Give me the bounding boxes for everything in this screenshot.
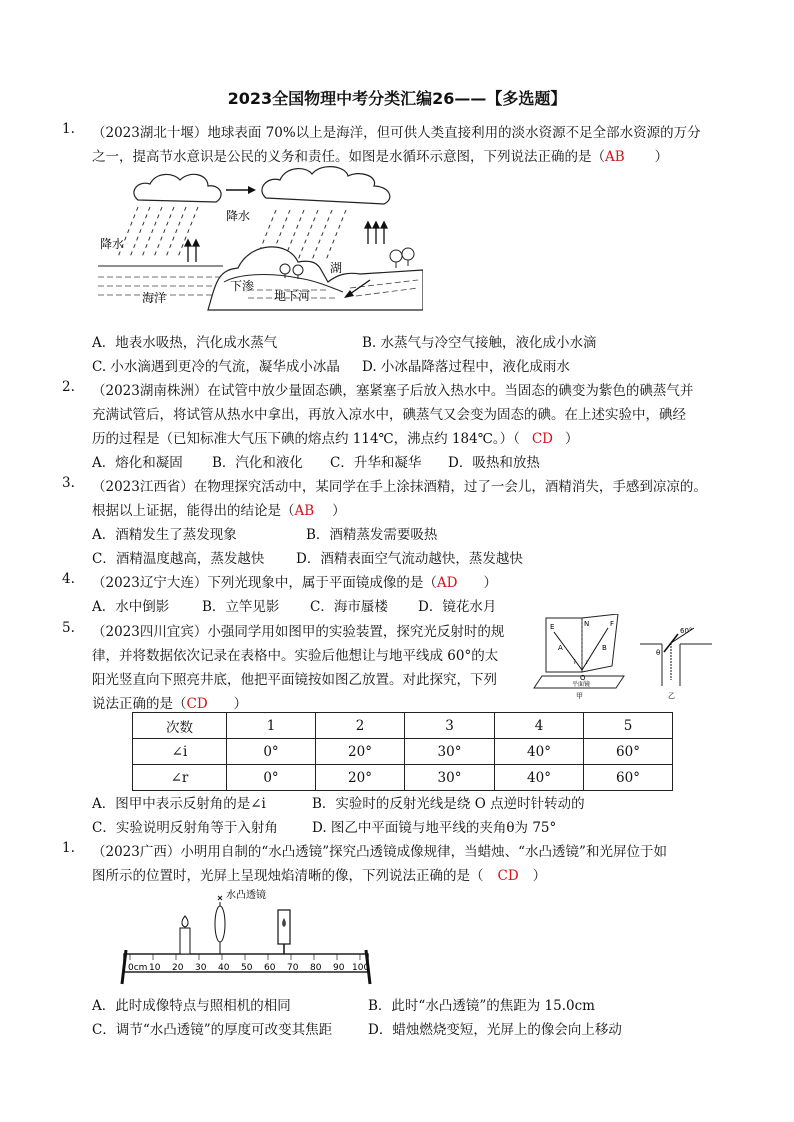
fig-jia-label-i: i: [574, 659, 576, 666]
q1-answer: AB: [605, 149, 625, 165]
well-mirror-figure: [636, 624, 716, 700]
fig-jia-label-o: O: [580, 674, 586, 682]
table-header-row: [133, 713, 673, 739]
water-cycle-figure: [98, 162, 423, 312]
fig-jia-label-n: N: [584, 620, 590, 628]
fig-yi-label-angle: 60°: [680, 627, 693, 635]
ruler-tick-label: 40: [218, 963, 230, 973]
ruler-unit-label: 0cm: [128, 963, 148, 973]
ruler-tick-label: 70: [287, 963, 299, 973]
q4-option-d: D．镜花水月: [418, 599, 497, 615]
q5-number: 5.: [62, 620, 75, 636]
table-header-cell: 3: [405, 713, 495, 739]
table-header-cell: 5: [584, 713, 673, 739]
ruler-tick-label: 20: [172, 963, 184, 973]
fig-yi-caption: 乙: [668, 692, 675, 700]
q5-stem-line3: 阳光竖直向下照亮井底，他把平面镜按如图乙放置。对此探究，下列: [92, 672, 497, 688]
q1-option-b: B. 水蒸气与冷空气接触，液化成小水滴: [362, 335, 597, 351]
q5-stem-text: 说法正确的是（: [92, 696, 187, 712]
q6-option-b: B．此时“水凸透镜”的焦距为 15.0cm: [368, 998, 595, 1014]
q2-option-b: B．汽化和液化: [212, 455, 303, 471]
q3-option-b: B．酒精蒸发需要吸热: [306, 527, 438, 543]
q2-option-d: D．吸热和放热: [448, 455, 540, 471]
q1-number: 1.: [62, 121, 75, 137]
q2-stem-line2: 充满试管后，将试管从热水中拿出，再放入凉水中，碘蒸气又会变为固态的碘。在上述实验中，碘经: [92, 407, 686, 423]
label-lake: 湖: [330, 261, 343, 275]
ruler-tick-label: 30: [195, 963, 207, 973]
q4-stem-close: ）: [483, 575, 497, 591]
q5-option-a: A．图甲中表示反射角的是∠i: [92, 796, 266, 812]
q2-option-a: A．熔化和凝固: [92, 455, 183, 471]
q1-option-c: C. 小水滴遇到更冷的气流，凝华成小冰晶: [92, 359, 340, 375]
table-cell: 40°: [495, 765, 584, 791]
table-row: [133, 739, 673, 765]
fig-jia-label-f: F: [610, 620, 615, 628]
ruler-tick-label: 10: [149, 963, 161, 973]
table-cell: 0°: [227, 765, 316, 791]
reflection-data-table: [132, 712, 673, 791]
page-title: 2023全国物理中考分类汇编26——【多选题】: [227, 89, 567, 108]
table-cell: 0°: [227, 739, 316, 765]
table-cell: 30°: [405, 765, 495, 791]
q6-number: 1.: [62, 840, 75, 856]
q2-number: 2.: [62, 379, 75, 395]
fig-jia-label-a: A: [558, 644, 563, 652]
q5-stem-line1: （2023四川宜宾）小强同学用如图甲的实验装置，探究光反射时的规: [92, 624, 505, 640]
q4-option-c: C．海市蜃楼: [310, 599, 388, 615]
q1-stem-line1: （2023湖北十堰）地球表面 70%以上是海洋，但可供人类直接利用的淡水资源不足全部水资源的万分: [92, 125, 701, 141]
table-row: [133, 765, 673, 791]
ruler-tick-label: 90: [333, 963, 345, 973]
label-underground-river: 地下河: [274, 289, 311, 303]
table-cell: 60°: [584, 739, 673, 765]
q3-stem-line2: [92, 499, 346, 519]
q4-option-a: A．水中倒影: [92, 599, 170, 615]
q4-number: 4.: [62, 571, 75, 587]
reflection-apparatus-figure: [532, 614, 634, 700]
label-seep: 下渗: [230, 279, 255, 293]
q4-stem-text: （2023辽宁大连）下列光现象中，属于平面镜成像的是（: [92, 575, 437, 591]
q3-answer: AB: [294, 503, 315, 519]
q3-stem-close: ）: [332, 503, 346, 519]
q6-stem-line1: （2023广西）小明用自制的“水凸透镜”探究凸透镜成像规律，当蜡烛、“水凸透镜”和光屏位于如: [92, 844, 667, 860]
q4-answer: AD: [436, 575, 458, 591]
cloud-right: [262, 167, 390, 204]
ruler-tick-label: 60: [264, 963, 276, 973]
q2-stem-text: 历的过程是（已知标准大气压下碘的熔点约 114℃，沸点约 184℃。）（: [92, 431, 520, 447]
q5-stem-close: ）: [233, 696, 248, 712]
q5-stem-line2: 律，并将数据依次记录在表格中。实验后他想让与地平线成 60°的太: [92, 648, 499, 664]
table-cell: 20°: [316, 765, 405, 791]
q6-option-c: C．调节“水凸透镜”的厚度可改变其焦距: [92, 1022, 333, 1038]
table-header-cell: 次数: [133, 713, 227, 739]
fig-jia-label-mirror: 平面镜: [572, 681, 591, 688]
q4-stem-line1: [92, 571, 497, 591]
q3-option-c: C．酒精温度越高，蒸发越快: [92, 551, 265, 567]
evaporation-arrows-left: [185, 240, 199, 262]
q5-option-b: B．实验时的反射光线是绕 O 点逆时针转动的: [312, 796, 585, 812]
fig-jia-label-r: r: [586, 659, 589, 666]
lens-label: 水凸透镜: [226, 890, 266, 901]
label-rain-right: 降水: [226, 209, 251, 223]
q6-stem-line2: [92, 864, 546, 884]
q6-option-a: A．此时成像特点与照相机的相同: [92, 998, 291, 1014]
q4-option-b: B．立竿见影: [202, 599, 280, 615]
q2-stem-line1: （2023湖南株洲）在试管中放少量固态碘，塞紧塞子后放入热水中。当固态的碘变为紫色的碘蒸气并: [92, 383, 694, 399]
table-header-cell: 2: [316, 713, 405, 739]
label-rain-left: 降水: [100, 237, 125, 251]
q2-stem-line3: [92, 427, 578, 447]
ruler-tick-label: 80: [310, 963, 322, 973]
q3-stem-line1: （2023江西省）在物理探究活动中，某同学在手上涂抹酒精，过了一会儿，酒精消失，手感到凉凉的。: [92, 479, 707, 495]
q5-option-c: C．实验说明反射角等于入射角: [92, 820, 278, 836]
table-cell: 20°: [316, 739, 405, 765]
ruler-tick-label: 50: [241, 963, 253, 973]
q1-option-d: D. 小冰晶降落过程中，液化成雨水: [362, 359, 570, 375]
ruler-tick-label: 100: [352, 963, 370, 973]
q3-stem-text: 根据以上证据，能得出的结论是（: [92, 503, 295, 519]
q6-stem-close: ）: [532, 868, 547, 884]
fig-jia-caption: 甲: [576, 692, 583, 700]
q1-stem-text: 之一，提高节水意识是公民的义务和责任。如图是水循环示意图，下列说法正确的是（: [92, 149, 605, 165]
q2-option-c: C．升华和凝华: [330, 455, 422, 471]
q3-option-d: D．酒精表面空气流动越快，蒸发越快: [296, 551, 523, 567]
q6-option-d: D．蜡烛燃烧变短，光屏上的像会向上移动: [368, 1022, 622, 1038]
table-header-cell: 1: [227, 713, 316, 739]
optical-bench-figure: [116, 888, 378, 988]
q2-stem-close: ）: [564, 431, 579, 447]
q6-stem-text: 图所示的位置时，光屏上呈现烛焰清晰的像，下列说法正确的是（: [92, 868, 484, 884]
table-cell: 40°: [495, 739, 584, 765]
q5-stem-line4: [92, 692, 247, 712]
rain-left: [118, 207, 198, 257]
q5-answer: CD: [186, 696, 208, 712]
fig-jia-label-b: B: [602, 644, 607, 652]
q3-number: 3.: [62, 475, 75, 491]
fig-yi-label-theta: θ: [656, 649, 661, 657]
table-cell: 30°: [405, 739, 495, 765]
q3-option-a: A．酒精发生了蒸发现象: [92, 527, 237, 543]
q2-answer: CD: [531, 431, 553, 447]
label-ocean: 海洋: [142, 291, 167, 305]
table-cell: 60°: [584, 765, 673, 791]
q5-option-d: D. 图乙中平面镜与地平线的夹角θ为 75°: [312, 820, 557, 836]
cloud-left: [134, 174, 221, 202]
table-header-cell: 4: [495, 713, 584, 739]
table-cell: ∠i: [133, 739, 227, 765]
evaporation-arrows-right: [365, 222, 387, 244]
table-cell: ∠r: [133, 765, 227, 791]
fig-jia-label-e: E: [550, 623, 555, 631]
q6-answer: CD: [497, 868, 519, 884]
q1-option-a: A．地表水吸热，汽化成水蒸气: [92, 335, 278, 351]
q1-stem-close: ）: [654, 149, 669, 165]
